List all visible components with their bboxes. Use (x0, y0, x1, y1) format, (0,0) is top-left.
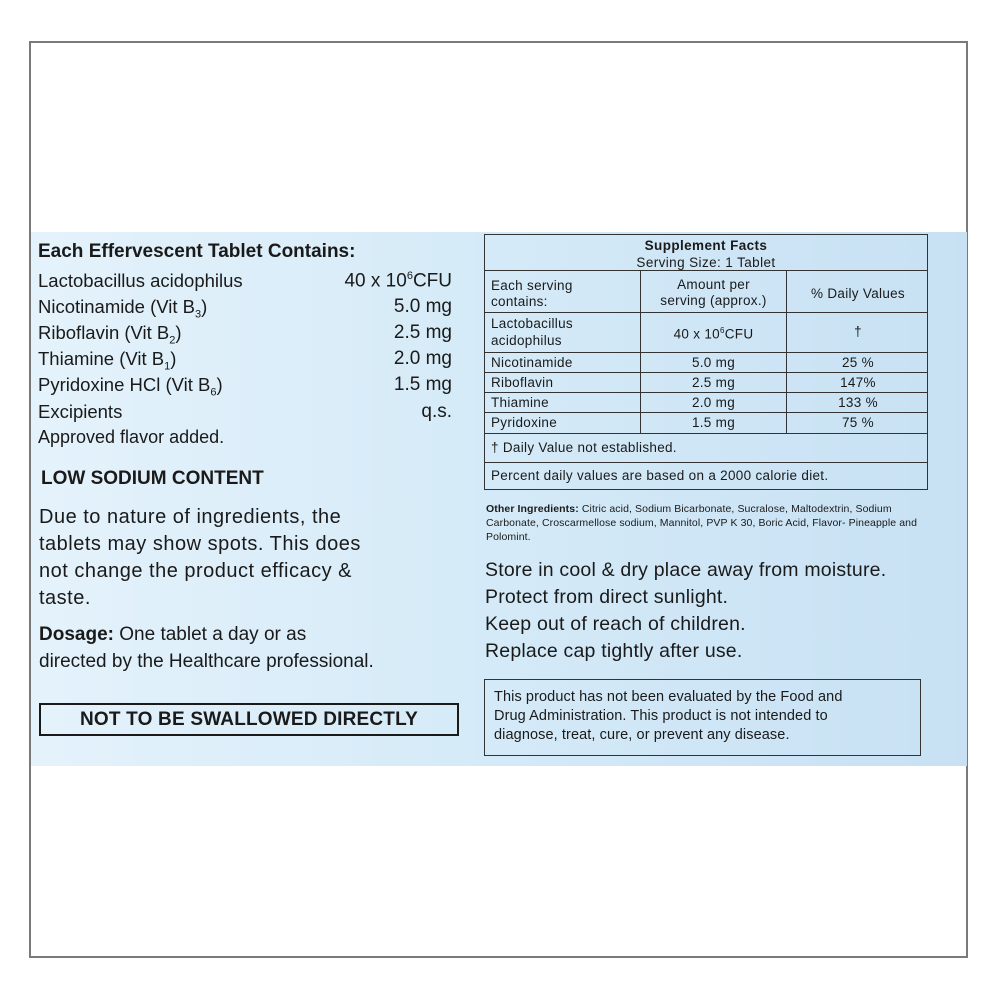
ingredient-row-nicotinamide (38, 296, 452, 320)
row-name-riboflavin: Riboflavin (491, 375, 554, 390)
row-amount-lactobacillus: 40 x $10^6CFU$ (673, 326, 754, 342)
ingredient-row-pyridoxine (38, 374, 452, 398)
ingredient-value: q.s. (421, 401, 452, 422)
row-amount-thiamine: 2.0 mg (691, 395, 736, 410)
row-dv-lactobacillus: † (854, 324, 862, 339)
supplement-facts-title: Supplement Facts (644, 238, 768, 253)
row-name-pyridoxine: Pyridoxine (491, 415, 558, 430)
row-amount-nicotinamide: 5.0 mg (691, 355, 736, 370)
ingredient-value: 2.0 mg (393, 348, 452, 369)
header-amount: Amount per serving (approx.) (660, 277, 767, 308)
spots-paragraph: Due to nature of ingredients, the tablets may show spots. This does not change the product efficacy & taste. (39, 506, 361, 609)
flavor-note: Approved flavor added. (38, 427, 225, 447)
ingredient-value: 5.0 mg (393, 296, 452, 317)
row-name-lactobacillus: Lactobacillus acidophilus (491, 316, 573, 348)
dosage-paragraph: Dosage: One tablet a day or as directed by the Healthcare professional. (39, 624, 374, 672)
row-dv-thiamine: 133 % (838, 395, 878, 410)
ingredient-row-lactobacillus (38, 270, 452, 294)
row-dv-pyridoxine: 75 % (842, 415, 874, 430)
warning-box: NOT TO BE SWALLOWED DIRECTLY (39, 703, 459, 736)
serving-size: Serving Size: 1 Tablet (636, 255, 776, 270)
ingredient-value: 1.5 mg (393, 374, 452, 395)
ingredient-name: Riboflavin (Vit $B_2$) (38, 322, 182, 347)
ingredient-name: Excipients (38, 401, 123, 422)
contains-heading: Each Effervescent Tablet Contains: (38, 241, 356, 262)
header-each-serving: Each serving contains: (491, 278, 573, 309)
low-sodium-heading: LOW SODIUM CONTENT (41, 468, 264, 489)
dosage-label: Dosage: (39, 624, 114, 645)
fda-disclaimer-box: This product has not been evaluated by the Food and Drug Administration. This product is not intended to diagnose, treat, cure, or prevent any disease. (484, 679, 921, 756)
row-dv-riboflavin: 147% (840, 375, 876, 390)
footnote-calorie: Percent daily values are based on a 2000 calorie diet. (491, 468, 829, 483)
ingredient-name: Thiamine (Vit $B_1$) (38, 348, 177, 373)
ingredient-name: Pyridoxine HCl (Vit $B_6$) (38, 374, 223, 399)
row-name-nicotinamide: Nicotinamide (491, 355, 573, 370)
header-daily-values: % Daily Values (811, 286, 905, 301)
ingredient-row-riboflavin (38, 322, 452, 346)
ingredient-row-excipients (38, 401, 452, 425)
ingredient-value: 40 x $10^6CFU$ (344, 270, 452, 292)
supplement-facts-table (484, 234, 928, 490)
ingredient-row-thiamine (38, 348, 452, 372)
row-name-thiamine: Thiamine (491, 395, 549, 410)
other-ingredients: Other Ingredients: Citric acid, Sodium Bicarbonate, Sucralose, Maltodextrin, Sodium Carbonate, Croscarmellose sodium, Mannitol, PVP K 30, Boric Acid, Flavor- Pineapple and Polomint. (486, 503, 918, 543)
storage-instructions: Store in cool & dry place away from moisture. Protect from direct sunlight. Keep out of reach of children. Replace cap tightly after use. (485, 559, 887, 662)
ingredient-value: 2.5 mg (393, 322, 452, 343)
footnote-dagger: † Daily Value not established. (491, 440, 677, 455)
other-ingredients-label: Other Ingredients: (486, 503, 579, 515)
row-amount-riboflavin: 2.5 mg (691, 375, 736, 390)
ingredient-name: Nicotinamide (Vit $B_3$) (38, 296, 208, 321)
row-dv-nicotinamide: 25 % (842, 355, 874, 370)
ingredient-name: Lactobacillus acidophilus (38, 270, 243, 291)
row-amount-pyridoxine: 1.5 mg (691, 415, 736, 430)
